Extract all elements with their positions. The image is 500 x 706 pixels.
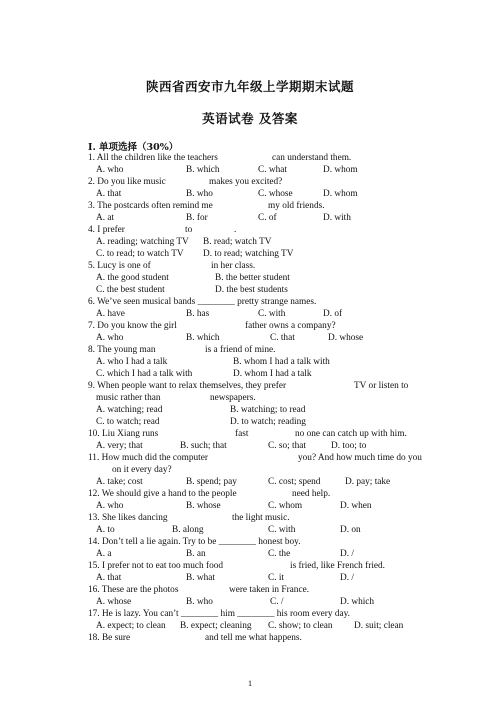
line-segment: in her class. (211, 261, 256, 271)
line-segment: D. whose (328, 333, 364, 343)
line-segment: D. on (340, 525, 361, 535)
line-segment: D. whom (323, 165, 358, 175)
line-segment: is fried, like French fried. (290, 561, 386, 571)
line-segment: B. expect; cleaning (180, 621, 252, 631)
line-text: 7. Do you know the girl (88, 321, 177, 331)
line-segment: B. whom I had a talk with (233, 357, 330, 367)
line-text: C. to read; to watch TV (96, 249, 184, 259)
page-number: 1 (247, 678, 253, 688)
section-heading: I. 单项选择（30%） (88, 142, 179, 153)
line-segment: D. too; to (331, 441, 367, 451)
line-text: A. take; cost (96, 477, 143, 487)
line-text: 11. How much did the computer (88, 453, 208, 463)
line-text: A. to (96, 525, 115, 535)
line-text: music rather than (96, 393, 161, 403)
line-text: 10. Liu Xiang runs (88, 429, 159, 439)
line-text: 16. These are the photos (88, 585, 179, 595)
line-segment: and tell me what happens. (205, 633, 302, 643)
line-text: A. reading; watching TV (96, 237, 189, 247)
line-segment: were taken in France. (229, 585, 310, 595)
line-segment: C. cost; spend (268, 477, 321, 487)
line-segment: C. whose (258, 189, 293, 199)
line-segment: D. suit; clean (354, 621, 404, 631)
line-segment: C. / (270, 597, 284, 607)
line-segment: C. show; to clean (268, 621, 333, 631)
line-segment: B. for (186, 213, 208, 223)
line-segment: . (234, 225, 237, 235)
line-segment: you? And how much time do you (298, 453, 422, 463)
line-text: A. who I had a talk (96, 357, 168, 367)
line-text: A. the good student (96, 273, 169, 283)
line-segment: C. what (258, 165, 287, 175)
line-segment: is a friend of mine. (205, 345, 276, 355)
line-text: 3. The postcards often remind me (88, 201, 213, 211)
line-segment: B. who (186, 189, 213, 199)
line-segment: no one can catch up with him. (295, 429, 407, 439)
line-segment: C. of (258, 213, 277, 223)
line-text: A. expect; to clean (96, 621, 166, 631)
line-text: 17. He is lazy. You can’t ________ him ________ his room every day. (88, 609, 351, 619)
line-text: 15. I prefer not to eat too much food (88, 561, 224, 571)
line-segment: D. which (340, 597, 375, 607)
line-text: A. whose (96, 597, 132, 607)
line-segment: D. when (340, 501, 372, 511)
line-segment: C. with (268, 525, 296, 535)
line-segment: TV or listen to (354, 381, 409, 391)
line-text: C. to watch; read (96, 417, 160, 427)
line-segment: B. watching; to read (230, 405, 306, 415)
line-segment: D. whom (323, 189, 358, 199)
line-segment: B. the better student (215, 273, 290, 283)
line-text: 6. We’ve seen musical bands ________ pretty strange names. (88, 297, 317, 307)
line-text: A. that (96, 573, 122, 583)
line-text: A. have (96, 309, 125, 319)
line-segment: D. the best students (215, 285, 288, 295)
line-text: A. a (96, 549, 112, 559)
line-segment: father owns a company? (245, 321, 336, 331)
line-text: 9. When people want to relax themselves, they prefer (88, 381, 287, 391)
line-text: 2. Do you like music (88, 177, 166, 187)
line-segment: D. to watch; reading (230, 417, 306, 427)
line-segment: D. whom I had a talk (233, 369, 312, 379)
line-segment: D. of (323, 309, 343, 319)
line-text: on it every day? (112, 465, 172, 475)
line-segment: D. / (340, 573, 354, 583)
line-segment: C. it (268, 573, 285, 583)
line-text: A. that (96, 189, 122, 199)
line-segment: B. along (172, 525, 204, 535)
line-segment: C. the (268, 549, 291, 559)
line-text: 8. The young man (88, 345, 156, 355)
line-text: 12. We should give a hand to the people (88, 489, 237, 499)
line-segment: newspapers. (210, 393, 256, 403)
line-segment: my old friends. (268, 201, 325, 211)
line-segment: need help. (292, 489, 331, 499)
line-segment: C. whom (268, 501, 303, 511)
exam-subtitle: 英语试卷 及答案 (202, 111, 298, 126)
line-segment: D. to read; watching TV (203, 249, 294, 259)
line-segment: B. has (186, 309, 210, 319)
line-segment: B. an (186, 549, 206, 559)
line-segment: can understand them. (272, 153, 352, 163)
line-text: A. who (96, 333, 124, 343)
line-text: C. the best student (96, 285, 165, 295)
line-text: 5. Lucy is one of (88, 261, 151, 271)
line-segment: B. read; watch TV (203, 237, 272, 247)
line-segment: B. who (186, 597, 213, 607)
line-segment: D. with (323, 213, 351, 223)
line-segment: D. / (340, 549, 354, 559)
line-segment: to (185, 225, 193, 235)
line-text: A. watching; read (96, 405, 163, 415)
line-text: 4. I prefer (88, 225, 125, 235)
line-segment: makes you excited? (209, 177, 283, 187)
line-text: 18. Be sure (88, 633, 131, 643)
line-segment: C. that (270, 333, 295, 343)
line-segment: B. what (186, 573, 215, 583)
line-text: A. at (96, 213, 115, 223)
line-segment: B. spend; pay (186, 477, 237, 487)
line-text: 1. All the children like the teachers (88, 153, 218, 163)
exam-title: 陕西省西安市九年级上学期期末试题 (145, 79, 354, 94)
line-segment: B. such; that (180, 441, 227, 451)
line-segment: B. which (186, 165, 220, 175)
line-text: A. who (96, 501, 124, 511)
line-text: A. who (96, 165, 124, 175)
line-segment: C. so; that (268, 441, 306, 451)
line-segment: fast (235, 429, 249, 439)
line-text: C. which I had a talk with (96, 369, 193, 379)
line-segment: the light music. (232, 513, 290, 523)
line-text: 14. Don’t tell a lie again. Try to be ________ honest boy. (88, 537, 301, 547)
line-segment: B. whose (186, 501, 221, 511)
line-segment: B. which (186, 333, 220, 343)
line-segment: D. pay; take (345, 477, 391, 487)
line-text: 13. She likes dancing (88, 513, 168, 523)
line-segment: C. with (258, 309, 286, 319)
line-text: A. very; that (96, 441, 143, 451)
